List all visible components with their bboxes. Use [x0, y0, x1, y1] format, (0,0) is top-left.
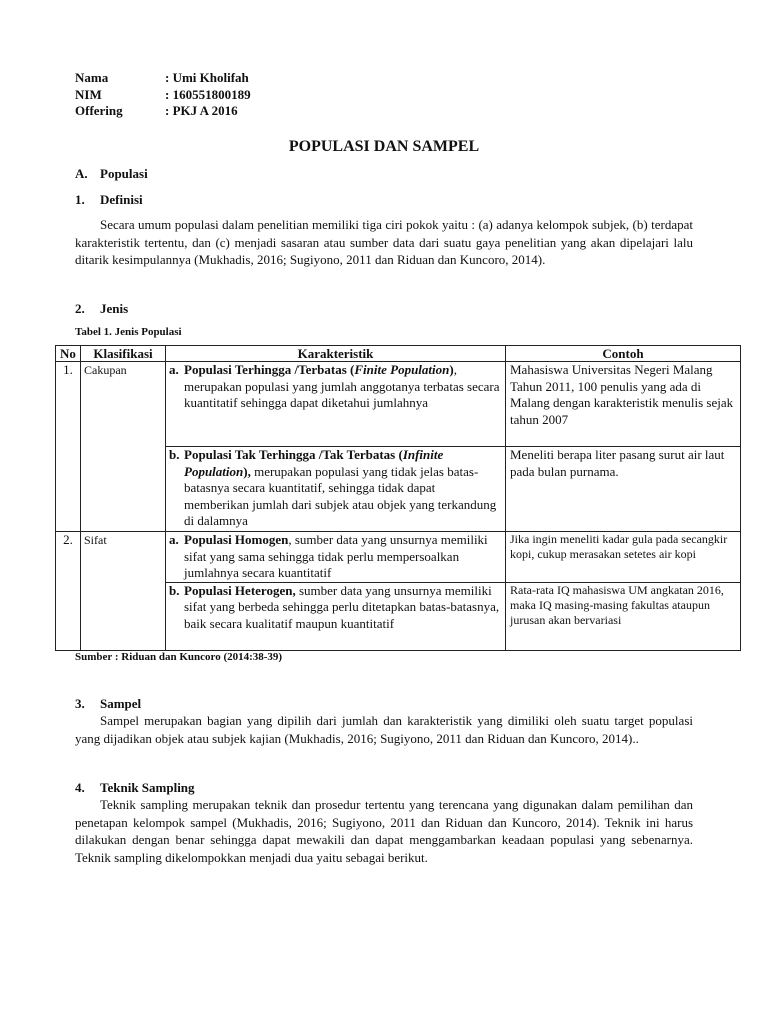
row-number: 2.: [56, 532, 81, 651]
column-header-contoh: Contoh: [506, 346, 741, 362]
item-description: sumber data yang unsurnya memiliki sifat yang berbeda sehingga perlu ditetapkan batas-batasnya, baik secara kualitatif maupun kuantitatif: [184, 582, 500, 631]
info-value: : 160551800189: [165, 86, 251, 102]
item-term-english: Finite Population: [354, 362, 450, 377]
item-label: a.: [169, 532, 179, 547]
info-label: Offering: [75, 103, 123, 118]
definisi-paragraph: Secara umum populasi dalam penelitian memiliki tiga ciri pokok yaitu : (a) adanya kelompok subjek, (b) terdapat karakteristik tertentu, dan (c) menjadi sasaran atau sumber data dari suatu gaya penelitian yang akan dipelajari lalu ditarik kesimpulannya (Mukhadis, 2016; Sugiyono, 2011 dan Riduan dan Kuncoro, 2014).: [75, 217, 693, 267]
column-header-klasifikasi: Klasifikasi: [81, 346, 166, 362]
info-value: : Umi Kholifah: [165, 70, 249, 85]
sampel-paragraph: Sampel merupakan bagian yang dipilih dari jumlah dan karakteristik yang dimiliki oleh suatu target populasi yang dijadikan objek atau subjek kajian (Mukhadis, 2016; Sugiyono, 2011 dan Riduan dan Kuncoro, 2014)..: [75, 713, 693, 746]
item-label: a.: [169, 362, 179, 377]
item-term: Populasi Homogen: [184, 532, 289, 547]
info-row-offering: [75, 103, 251, 120]
item-description: , merupakan populasi yang jumlah anggotanya terbatas secara kuantitatif sehingga dapat diketahui jumlahnya: [184, 362, 500, 410]
page-title: POPULASI DAN SAMPEL: [288, 138, 480, 155]
item-term: Populasi Heterogen,: [184, 582, 296, 598]
item-term-english: Infinite Population: [184, 447, 444, 479]
item-term: Populasi Terhingga /Terbatas (: [184, 362, 355, 377]
info-label: NIM: [75, 86, 102, 102]
karakteristik-cell: [166, 447, 506, 532]
item-description: , sumber data yang unsurnya memiliki sifat yang sama sehingga tidak perlu mempersoalkan jumlahnya secara kuantitatif: [184, 532, 488, 580]
info-label: Nama: [75, 70, 109, 85]
section-1-number: 1.: [75, 192, 85, 207]
row-klasifikasi: Cakupan: [81, 362, 166, 532]
table-caption: Tabel 1. Jenis Populasi: [75, 326, 182, 338]
karakteristik-cell: [166, 582, 506, 650]
section-1-heading: Definisi: [100, 192, 143, 207]
section-a-heading: Populasi: [100, 166, 148, 181]
item-term-close: ): [449, 362, 454, 377]
contoh-cell: Rata-rata IQ mahasiswa UM angkatan 2016, maka IQ masing-masing fakultas ataupun jurusan akan bervariasi: [506, 582, 741, 650]
section-4-heading: Teknik Sampling: [100, 780, 195, 795]
section-a-number: A.: [75, 166, 88, 181]
student-info: [75, 70, 251, 120]
item-label: b.: [169, 447, 180, 462]
section-2-heading: Jenis: [100, 301, 129, 316]
info-value: : PKJ A 2016: [165, 103, 238, 118]
contoh-cell: Meneliti berapa liter pasang surut air laut pada bulan purnama.: [506, 447, 741, 532]
table-row: [56, 362, 741, 447]
section-4-number: 4.: [75, 780, 85, 795]
info-row-nama: [75, 70, 251, 87]
item-term: Populasi Tak Terhingga /Tak Terbatas (: [184, 447, 403, 462]
table-header-row: [56, 346, 741, 362]
karakteristik-cell: [166, 532, 506, 583]
contoh-cell: Mahasiswa Universitas Negeri Malang Tahun 2011, 100 penulis yang ada di Malang dengan karakteristik menulis sejak tahun 2007: [506, 362, 741, 447]
teknik-sampling-paragraph: Teknik sampling merupakan teknik dan prosedur tertentu yang terencana yang digunakan dalam pemilihan dan penetapan kelompok sampel (Mukhadis, 2016; Sugiyono, 2011 dan Riduan dan Kuncoro, 2014). Teknik ini harus dilakukan dengan benar sehingga dapat mewakili dan dapat menggambarkan keadaan populasi yang sebenarnya. Teknik sampling dikelompokkan menjadi dua yaitu sebagai berikut.: [75, 797, 693, 865]
info-row-nim: [75, 87, 251, 104]
item-term-close: ),: [243, 463, 251, 479]
column-header-karakteristik: Karakteristik: [166, 346, 506, 362]
column-header-no: No: [56, 346, 81, 362]
karakteristik-cell: [166, 362, 506, 447]
item-label: b.: [169, 582, 180, 598]
item-description: merupakan populasi yang tidak jelas batas-batasnya secara kuantitatif, sehingga tidak dapat memberikan jumlah dari subjek atau objek yang terkandung di dalamnya: [184, 463, 497, 528]
row-number: 1.: [56, 362, 81, 532]
section-3-heading: Sampel: [100, 696, 142, 711]
section-3-number: 3.: [75, 696, 85, 711]
row-klasifikasi: Sifat: [81, 532, 166, 651]
jenis-populasi-table: [55, 345, 741, 651]
contoh-cell: Jika ingin meneliti kadar gula pada secangkir kopi, cukup merasakan setetes air kopi: [506, 532, 741, 583]
table-source: Sumber : Riduan dan Kuncoro (2014:38-39): [75, 651, 283, 663]
table-row: [56, 532, 741, 583]
section-2-number: 2.: [75, 301, 85, 316]
